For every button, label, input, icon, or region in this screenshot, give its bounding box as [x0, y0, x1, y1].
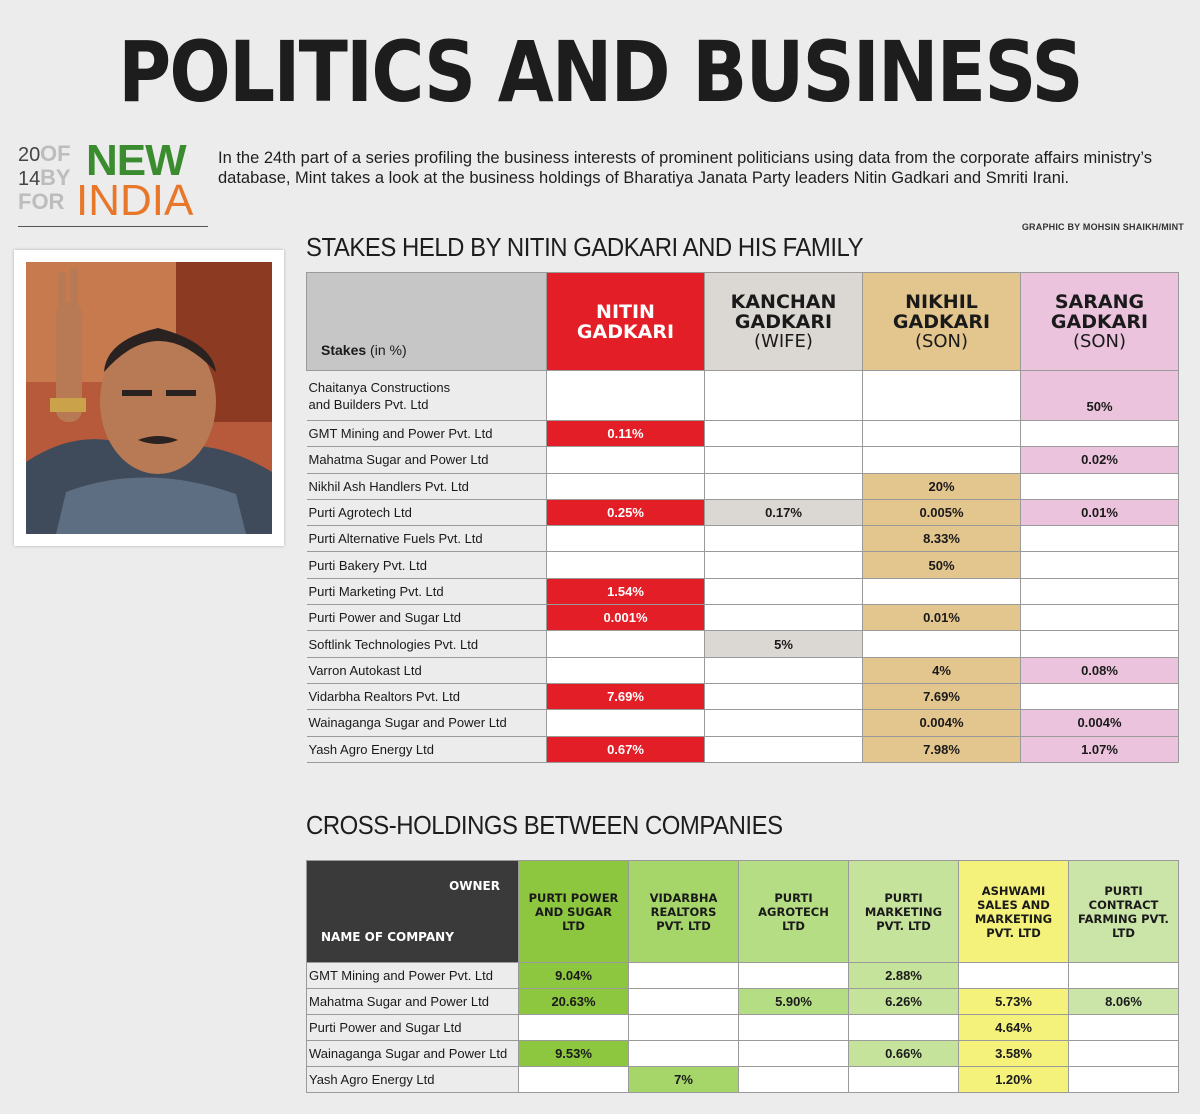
holding-value: [629, 989, 739, 1015]
stake-value: [547, 552, 705, 578]
logo-divider: [18, 226, 208, 227]
new-india-logo: [18, 136, 208, 225]
stake-value: [547, 526, 705, 552]
holding-value: 4.64%: [959, 1015, 1069, 1041]
stake-value: 50%: [863, 552, 1021, 578]
company-name-line1: Purti Marketing Pvt. Ltd: [308, 583, 444, 599]
logo-year-bottom: 14: [18, 168, 41, 190]
company-name: [307, 578, 547, 604]
stake-value: [1021, 605, 1179, 631]
company-name-line1: GMT Mining and Power Pvt. Ltd: [308, 426, 493, 442]
logo-by: BY: [40, 165, 71, 190]
cross-holdings-table: [306, 860, 1179, 1093]
company-name: [307, 526, 547, 552]
holding-value: [849, 1015, 959, 1041]
table-row: [307, 578, 1179, 604]
table-row: [307, 1015, 1179, 1041]
stakes-section-title: STAKES HELD BY NITIN GADKARI AND HIS FAMILY: [306, 232, 864, 262]
stake-value: [863, 578, 1021, 604]
holding-value: [1069, 1067, 1179, 1093]
logo-of: OF: [40, 141, 71, 166]
column-name-line2: GADKARI: [576, 320, 675, 343]
company-name: GMT Mining and Power Pvt. Ltd: [307, 963, 519, 989]
holding-value: 0.66%: [849, 1041, 959, 1067]
table-row: [307, 447, 1179, 473]
holding-value: 8.06%: [1069, 989, 1179, 1015]
company-name: Wainaganga Sugar and Power Ltd: [307, 1041, 519, 1067]
company-name-line1: Softlink Technologies Pvt. Ltd: [308, 636, 479, 652]
stake-value: 0.17%: [705, 499, 863, 525]
company-name: [307, 447, 547, 473]
table-row: [307, 526, 1179, 552]
stake-value: 0.11%: [547, 421, 705, 447]
graphic-credit: GRAPHIC BY MOHSIN SHAIKH/MINT: [1021, 222, 1184, 232]
stake-value: [705, 578, 863, 604]
stake-value: [705, 683, 863, 709]
stake-value: 1.54%: [547, 578, 705, 604]
company-name-line1: Nikhil Ash Handlers Pvt. Ltd: [308, 478, 469, 494]
holding-value: 2.88%: [849, 963, 959, 989]
stake-value: 7.69%: [547, 683, 705, 709]
table-row: [307, 657, 1179, 683]
company-name-line1: Mahatma Sugar and Power Ltd: [308, 452, 489, 468]
table-row: [307, 710, 1179, 736]
page-title: POLITICS AND BUSINESS: [118, 23, 1082, 121]
column-name-line1: SARANG: [1054, 290, 1145, 313]
stake-value: 5%: [705, 631, 863, 657]
stake-value: 20%: [863, 473, 1021, 499]
table-row: [307, 552, 1179, 578]
stake-value: 7.98%: [863, 736, 1021, 762]
holding-value: [739, 963, 849, 989]
stake-value: 50%: [1021, 371, 1179, 421]
holding-value: [1069, 963, 1179, 989]
stake-value: 0.67%: [547, 736, 705, 762]
holding-value: [959, 963, 1069, 989]
table-row: [307, 631, 1179, 657]
stake-value: [705, 552, 863, 578]
stake-value: 0.08%: [1021, 657, 1179, 683]
stake-value: [547, 447, 705, 473]
table-row: [307, 371, 1179, 421]
company-name: Purti Power and Sugar Ltd: [307, 1015, 519, 1041]
stake-value: [705, 447, 863, 473]
owner-column-header: PURTI CONTRACT FARMING PVT. LTD: [1069, 861, 1179, 963]
stake-value: [547, 473, 705, 499]
company-name-line1: Purti Bakery Pvt. Ltd: [308, 557, 427, 573]
stakes-table: [306, 272, 1179, 763]
column-relation: (WIFE): [754, 330, 813, 352]
stake-value: [1021, 683, 1179, 709]
column-name-line2: GADKARI: [1050, 310, 1149, 333]
holding-value: 6.26%: [849, 989, 959, 1015]
stake-value: [705, 736, 863, 762]
company-name: Mahatma Sugar and Power Ltd: [307, 989, 519, 1015]
politician-photo: [14, 250, 284, 546]
holding-value: 20.63%: [519, 989, 629, 1015]
company-name: [307, 605, 547, 631]
logo-new: NEW: [86, 136, 186, 185]
stake-value: 0.01%: [863, 605, 1021, 631]
stake-value: [1021, 421, 1179, 447]
company-name-line1: Purti Power and Sugar Ltd: [308, 610, 461, 626]
column-relation: (SON): [1072, 330, 1127, 352]
holding-value: [519, 1067, 629, 1093]
column-header-nitin: [547, 273, 705, 371]
stake-value: [705, 371, 863, 421]
stake-value: [1021, 552, 1179, 578]
stake-value: [863, 371, 1021, 421]
stake-value: 4%: [863, 657, 1021, 683]
stakes-body: [307, 371, 1179, 763]
holding-value: [629, 1041, 739, 1067]
company-name-line1: Vidarbha Realtors Pvt. Ltd: [308, 689, 461, 705]
stake-value: 0.005%: [863, 499, 1021, 525]
owner-column-header: VIDARBHA REALTORS PVT. LTD: [629, 861, 739, 963]
table-row: [307, 989, 1179, 1015]
stake-value: [1021, 473, 1179, 499]
stake-value: 7.69%: [863, 683, 1021, 709]
column-name-line1: KANCHAN: [730, 290, 837, 313]
intro-text: In the 24th part of a series profiling the business interests of prominent politicians using data from the corporate affairs ministry’s database, Mint takes a look at the business holdings of Bharatiya Janata Party leaders Nitin Gadkari and Smriti Irani.: [218, 149, 1152, 187]
company-name: [307, 736, 547, 762]
logo-for: FOR: [18, 189, 65, 214]
holding-value: 7%: [629, 1067, 739, 1093]
holding-value: [739, 1015, 849, 1041]
holding-value: 9.53%: [519, 1041, 629, 1067]
stake-value: [863, 447, 1021, 473]
holding-value: [739, 1067, 849, 1093]
holding-value: 5.73%: [959, 989, 1069, 1015]
stake-value: [1021, 526, 1179, 552]
stake-value: [547, 371, 705, 421]
stake-value: [705, 473, 863, 499]
table-row: [307, 605, 1179, 631]
holding-value: 3.58%: [959, 1041, 1069, 1067]
stake-value: 0.01%: [1021, 499, 1179, 525]
table-row: [307, 963, 1179, 989]
stake-value: [547, 631, 705, 657]
company-name-line1: Purti Alternative Fuels Pvt. Ltd: [308, 531, 483, 547]
stake-value: 0.004%: [1021, 710, 1179, 736]
column-name-line1: NITIN: [596, 300, 655, 323]
cross-body: [307, 963, 1179, 1093]
stake-value: 0.004%: [863, 710, 1021, 736]
cross-header-row: [307, 861, 1179, 963]
column-header-kanchan: [705, 273, 863, 371]
stake-value: [863, 631, 1021, 657]
stake-value: [1021, 578, 1179, 604]
holding-value: 5.90%: [739, 989, 849, 1015]
company-name-line1: Purti Agrotech Ltd: [308, 505, 412, 521]
portrait-illustration: [26, 262, 272, 534]
stakes-label: Stakes: [321, 342, 367, 358]
holding-value: [739, 1041, 849, 1067]
table-row: [307, 473, 1179, 499]
company-name: [307, 710, 547, 736]
stake-value: [705, 710, 863, 736]
company-name-line1: Chaitanya Constructions: [308, 379, 451, 395]
stake-value: [705, 421, 863, 447]
stake-value: [705, 657, 863, 683]
company-name: [307, 631, 547, 657]
stake-value: [705, 605, 863, 631]
company-name: [307, 371, 547, 421]
company-name: [307, 657, 547, 683]
stake-value: [705, 526, 863, 552]
owner-column-header: PURTI POWER AND SUGAR LTD: [519, 861, 629, 963]
stakes-unit: (in %): [370, 342, 407, 358]
company-name: [307, 552, 547, 578]
table-row: [307, 683, 1179, 709]
stake-value: 0.001%: [547, 605, 705, 631]
stake-value: [863, 421, 1021, 447]
company-name-line2: and Builders Pvt. Ltd: [308, 396, 429, 412]
company-name-line1: Varron Autokast Ltd: [308, 662, 422, 678]
column-name-line2: GADKARI: [734, 310, 833, 333]
company-name-line1: Yash Agro Energy Ltd: [308, 741, 435, 757]
logo-year-top: 20: [18, 144, 41, 166]
holding-value: [629, 1015, 739, 1041]
company-name: [307, 421, 547, 447]
column-relation: (SON): [914, 330, 969, 352]
stake-value: 0.02%: [1021, 447, 1179, 473]
holding-value: 1.20%: [959, 1067, 1069, 1093]
column-header-nikhil: [863, 273, 1021, 371]
stakes-header-row: [307, 273, 1179, 371]
holding-value: [629, 963, 739, 989]
holding-value: [1069, 1041, 1179, 1067]
table-row: [307, 1067, 1179, 1093]
column-header-sarang: [1021, 273, 1179, 371]
company-name-line1: Wainaganga Sugar and Power Ltd: [308, 715, 507, 731]
holding-value: 9.04%: [519, 963, 629, 989]
cross-corner-header: [307, 861, 519, 963]
holding-value: [849, 1067, 959, 1093]
company-name: [307, 499, 547, 525]
stake-value: 8.33%: [863, 526, 1021, 552]
owner-label: OWNER: [449, 879, 500, 893]
stake-value: 1.07%: [1021, 736, 1179, 762]
stake-value: 0.25%: [547, 499, 705, 525]
table-row: [307, 1041, 1179, 1067]
column-name-line1: NIKHIL: [905, 290, 978, 313]
holding-value: [519, 1015, 629, 1041]
company-name: [307, 683, 547, 709]
company-name: Yash Agro Energy Ltd: [307, 1067, 519, 1093]
stake-value: [547, 657, 705, 683]
column-name-line2: GADKARI: [892, 310, 991, 333]
stake-value: [547, 710, 705, 736]
holding-value: [1069, 1015, 1179, 1041]
owner-column-header: PURTI AGROTECH LTD: [739, 861, 849, 963]
table-row: [307, 499, 1179, 525]
company-label: NAME OF COMPANY: [321, 930, 454, 944]
company-name: [307, 473, 547, 499]
cross-holdings-section-title: CROSS-HOLDINGS BETWEEN COMPANIES: [306, 810, 783, 840]
table-row: [307, 736, 1179, 762]
stakes-corner-header: [307, 273, 547, 371]
owner-column-header: PURTI MARKETING PVT. LTD: [849, 861, 959, 963]
owner-column-header: ASHWAMI SALES AND MARKETING PVT. LTD: [959, 861, 1069, 963]
table-row: [307, 421, 1179, 447]
stake-value: [1021, 631, 1179, 657]
logo-india: INDIA: [76, 176, 194, 225]
